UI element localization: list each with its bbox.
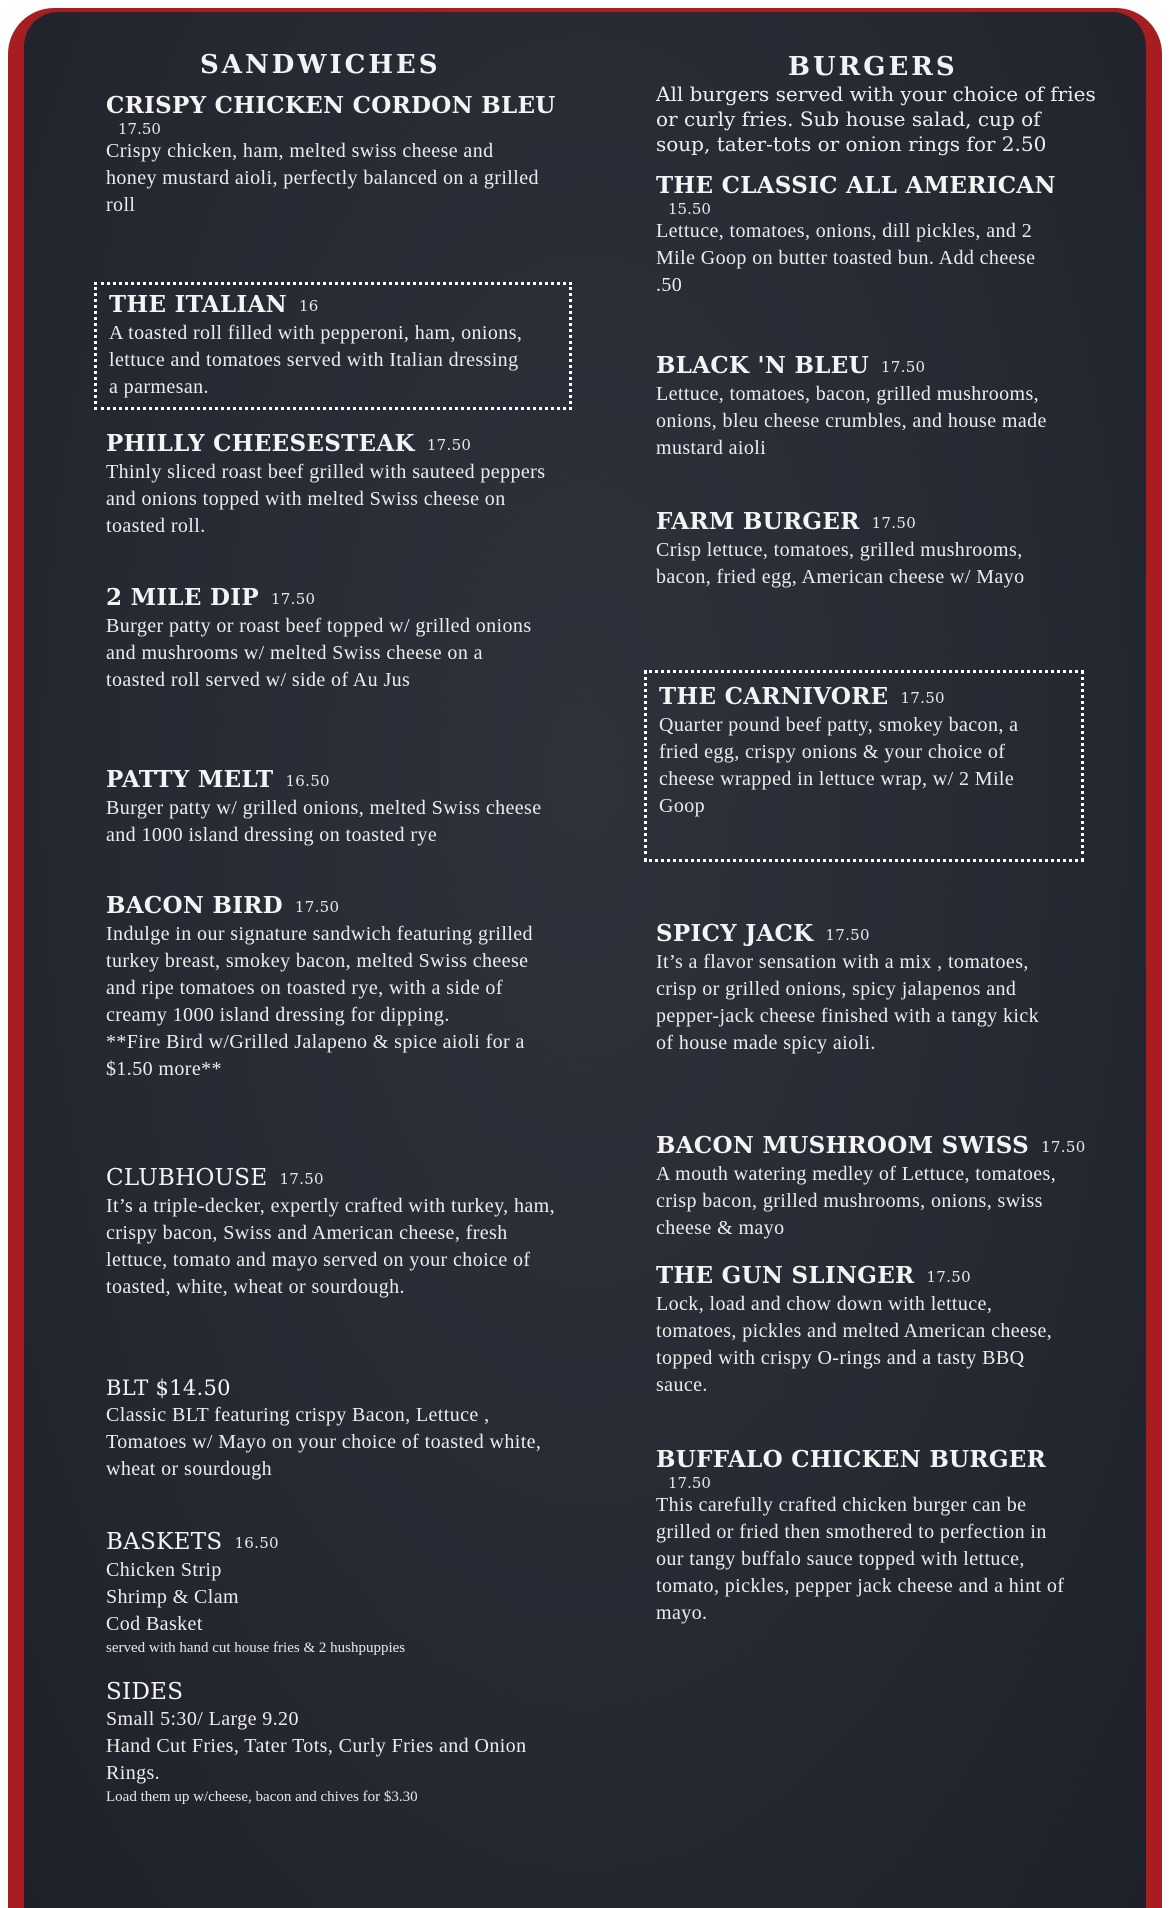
menu-item-cordon-bleu xyxy=(106,92,566,219)
basket-option: Chicken Strip xyxy=(106,1559,222,1581)
menu-item-sides xyxy=(106,1678,566,1807)
item-name: CLUBHOUSE xyxy=(106,1165,268,1191)
menu-item-clubhouse xyxy=(106,1164,566,1301)
basket-option: Cod Basket xyxy=(106,1613,203,1635)
item-name: PATTY MELT xyxy=(106,766,274,793)
item-description: Lettuce, tomatoes, onions, dill pickles, and 2 Mile Goop on butter toasted bun. Add cheese .50 xyxy=(656,220,1036,296)
menu-item-patty-melt xyxy=(106,766,566,849)
item-name: BACON BIRD xyxy=(106,892,283,919)
item-price: 15.50 xyxy=(668,200,711,218)
item-description: Lettuce, tomatoes, bacon, grilled mushrooms, onions, bleu cheese crumbles, and house made mustard aioli xyxy=(656,383,1047,459)
item-price: 17.50 xyxy=(871,514,917,532)
item-description: Lock, load and chow down with lettuce, tomatoes, pickles and melted American cheese, topped with crispy O-rings and a tasty BBQ sauce. xyxy=(656,1293,1053,1396)
menu-item-bacon-bird xyxy=(106,892,566,1083)
item-price: 17.50 xyxy=(880,358,926,376)
item-price: 16.50 xyxy=(285,772,330,790)
item-name: PHILLY CHEESESTEAK xyxy=(106,430,415,457)
menu-item-philly xyxy=(106,430,566,540)
item-note: Load them up w/cheese, bacon and chives for $3.30 xyxy=(106,1789,418,1805)
item-name: THE ITALIAN xyxy=(109,291,287,318)
item-name: 2 MILE DIP xyxy=(106,584,259,611)
item-description: A mouth watering medley of Lettuce, tomatoes, crisp bacon, grilled mushrooms, onions, swiss cheese & mayo xyxy=(656,1163,1057,1239)
item-price: 17.50 xyxy=(118,120,161,138)
item-price: 16 xyxy=(298,297,319,315)
item-name: CRISPY CHICKEN CORDON BLEU xyxy=(106,92,556,119)
item-price: 17.50 xyxy=(426,436,472,454)
item-name: THE GUN SLINGER xyxy=(656,1262,915,1289)
item-description: Burger patty w/ grilled onions, melted Swiss cheese and 1000 island dressing on toasted rye xyxy=(106,797,542,846)
item-name: SPICY JACK xyxy=(656,920,814,947)
burgers-intro: All burgers served with your choice of fries or curly fries. Sub house salad, cup of soup, tater-tots or onion rings for 2.50 xyxy=(656,82,1096,156)
item-description: It’s a flavor sensation with a mix , tomatoes, crisp or grilled onions, spicy jalapenos and pepper-jack cheese finished with a tangy kick of house made spicy aioli. xyxy=(656,951,1040,1054)
item-price: 17.50 xyxy=(279,1170,324,1188)
item-price: 17.50 xyxy=(900,689,945,707)
item-description: Classic BLT featuring crispy Bacon, Lettuce , Tomatoes w/ Mayo on your choice of toasted white, wheat or sourdough xyxy=(106,1404,542,1480)
item-name: BUFFALO CHICKEN BURGER xyxy=(656,1446,1047,1473)
chalkboard xyxy=(24,12,1146,1908)
item-description: This carefully crafted chicken burger can be grilled or fried then smothered to perfection in our tangy buffalo sauce topped with lettuce, tomato, pickles, pepper jack cheese and a hint of mayo. xyxy=(656,1494,1065,1624)
menu-item-baskets xyxy=(106,1528,566,1658)
menu-item-italian xyxy=(94,282,572,410)
menu-item-farm-burger xyxy=(656,508,1106,591)
menu-item-bacon-mushroom-swiss xyxy=(656,1132,1106,1242)
item-description: Thinly sliced roast beef grilled with sauteed peppers and onions topped with melted Swiss cheese on toasted roll. xyxy=(106,461,546,537)
item-price: 17.50 xyxy=(926,1268,971,1286)
item-description: Quarter pound beef patty, smokey bacon, a fried egg, crispy onions & your choice of cheese wrapped in lettuce wrap, w/ 2 Mile Goop xyxy=(659,714,1019,817)
basket-option: Shrimp & Clam xyxy=(106,1586,239,1608)
item-note: **Fire Bird w/Grilled Jalapeno & spice aioli for a $1.50 more** xyxy=(106,1031,525,1080)
item-price: 17.50 xyxy=(668,1474,711,1492)
menu-item-2-mile-dip xyxy=(106,584,566,694)
item-price: 17.50 xyxy=(1041,1138,1086,1156)
item-description: Crispy chicken, ham, melted swiss cheese and honey mustard aioli, perfectly balanced on a grilled roll xyxy=(106,140,539,216)
item-description: A toasted roll filled with pepperoni, ham, onions, lettuce and tomatoes served with Italian dressing a parmesan. xyxy=(109,322,523,398)
menu-item-black-n-bleu xyxy=(656,352,1106,462)
burgers-title: BURGERS xyxy=(788,52,958,82)
menu-item-blt xyxy=(106,1374,566,1483)
item-name: THE CARNIVORE xyxy=(659,683,889,710)
item-description: It’s a triple-decker, expertly crafted with turkey, ham, crispy bacon, Swiss and American cheese, fresh lettuce, tomato and mayo served on your choice of toasted, white, wheat or sourdough. xyxy=(106,1195,556,1298)
item-name: BLACK 'N BLEU xyxy=(656,352,869,379)
item-description: Indulge in our signature sandwich featuring grilled turkey breast, smokey bacon, melted Swiss cheese and ripe tomatoes on toasted rye, with a side of creamy 1000 island dressing for dipping. xyxy=(106,923,533,1026)
item-description: Hand Cut Fries, Tater Tots, Curly Fries and Onion Rings. xyxy=(106,1735,527,1784)
menu-item-classic-all-american xyxy=(656,172,1106,299)
menu-item-carnivore xyxy=(644,670,1084,862)
item-description: Crisp lettuce, tomatoes, grilled mushrooms, bacon, fried egg, American cheese w/ Mayo xyxy=(656,539,1025,588)
item-name: THE CLASSIC ALL AMERICAN xyxy=(656,172,1056,199)
item-name: BASKETS xyxy=(106,1529,223,1555)
menu-item-gun-slinger xyxy=(656,1262,1106,1399)
item-name: SIDES xyxy=(106,1679,184,1705)
item-name: FARM BURGER xyxy=(656,508,860,535)
menu-item-buffalo-chicken xyxy=(656,1446,1106,1627)
menu-item-spicy-jack xyxy=(656,920,1106,1057)
item-name: BACON MUSHROOM SWISS xyxy=(656,1132,1030,1159)
item-price: 17.50 xyxy=(270,590,316,608)
item-description: Burger patty or roast beef topped w/ grilled onions and mushrooms w/ melted Swiss cheese on a toasted roll served w/ side of Au Jus xyxy=(106,615,532,691)
item-name: BLT $14.50 xyxy=(106,1376,231,1400)
item-price: 17.50 xyxy=(825,926,870,944)
item-price: 16.50 xyxy=(234,1534,279,1552)
sides-price: Small 5:30/ Large 9.20 xyxy=(106,1708,299,1730)
item-note: served with hand cut house fries & 2 hushpuppies xyxy=(106,1640,406,1656)
item-price: 17.50 xyxy=(294,898,340,916)
sandwiches-title: SANDWICHES xyxy=(200,50,441,80)
